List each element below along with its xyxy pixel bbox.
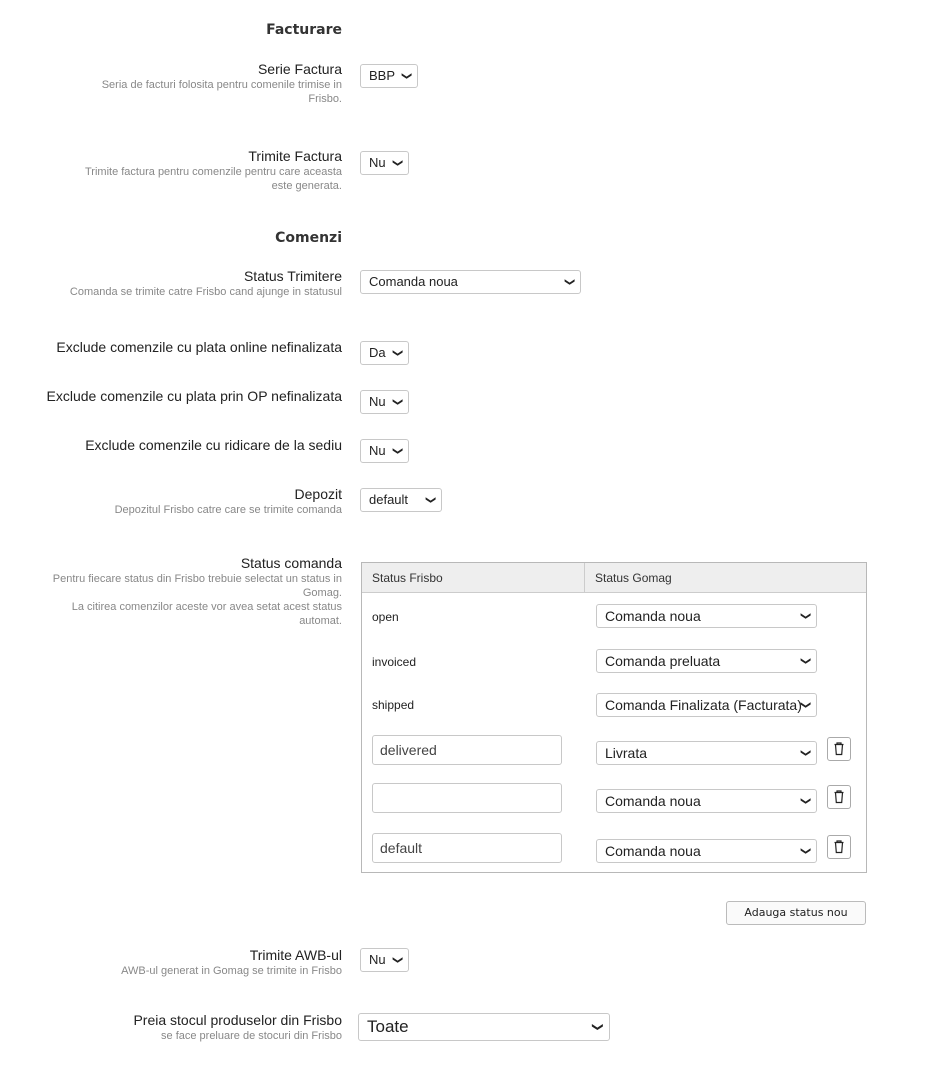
chevron-down-icon: ❯	[391, 955, 403, 965]
serie-factura-select[interactable]: BBP ❯	[360, 64, 418, 88]
status-trimitere-select[interactable]: Comanda noua ❯	[360, 270, 581, 294]
chevron-down-icon: ❯	[563, 277, 575, 287]
chevron-down-icon: ❯	[799, 611, 811, 621]
gomag-status-select[interactable]: Comanda noua ❯	[596, 604, 817, 628]
delete-row-button[interactable]	[827, 835, 851, 859]
gomag-status-select[interactable]: Comanda preluata ❯	[596, 649, 817, 673]
frisbo-status-text: open	[372, 610, 399, 624]
status-comanda-title: Status comanda	[240, 555, 342, 571]
delete-row-button[interactable]	[827, 737, 851, 761]
status-trimitere-desc: Comanda se trimite catre Frisbo cand ajunge in statusul	[69, 286, 342, 298]
status-table	[361, 562, 867, 873]
preia-stoc-title: Preia stocul produselor din Frisbo	[133, 1012, 342, 1028]
chevron-down-icon: ❯	[400, 71, 412, 81]
preia-stoc-select[interactable]: Toate ❯	[358, 1013, 610, 1041]
preia-stoc-desc: se face preluare de stocuri din Frisbo	[161, 1030, 342, 1042]
depozit-select[interactable]: default ❯	[360, 488, 442, 512]
exclude-ridicare-title: Exclude comenzile cu ridicare de la sediu	[85, 437, 342, 453]
trash-icon	[828, 738, 850, 760]
trimite-awb-title: Trimite AWB-ul	[249, 947, 342, 963]
frisbo-status-input[interactable]	[372, 783, 562, 813]
exclude-ridicare-label	[85, 437, 342, 454]
trimite-factura-select[interactable]: Nu ❯	[360, 151, 409, 175]
chevron-down-icon: ❯	[424, 495, 436, 505]
trimite-factura-title: Trimite Factura	[248, 148, 342, 164]
exclude-op-select[interactable]: Nu ❯	[360, 390, 409, 414]
frisbo-status-input[interactable]: default	[372, 833, 562, 863]
frisbo-status-input[interactable]: delivered	[372, 735, 562, 765]
chevron-down-icon: ❯	[799, 700, 811, 710]
chevron-down-icon: ❯	[591, 1022, 604, 1032]
serie-factura-desc: Seria de facturi folosita pentru comenile trimise in Frisbo.	[101, 79, 342, 105]
frisbo-status-text: shipped	[372, 698, 415, 712]
exclude-op-label	[47, 388, 342, 405]
chevron-down-icon: ❯	[799, 748, 811, 758]
depozit-title: Depozit	[294, 486, 342, 502]
trimite-awb-desc: AWB-ul generat in Gomag se trimite in Frisbo	[121, 965, 342, 977]
status-comanda-label	[32, 555, 342, 628]
exclude-online-label	[56, 339, 342, 356]
exclude-online-select[interactable]: Da ❯	[360, 341, 409, 365]
col-status-frisbo: Status Frisbo	[362, 563, 585, 593]
depozit-label	[115, 486, 342, 517]
status-trimitere-label	[70, 268, 342, 299]
chevron-down-icon: ❯	[391, 158, 403, 168]
add-status-button[interactable]: Adauga status nou	[726, 901, 866, 925]
chevron-down-icon: ❯	[799, 846, 811, 856]
preia-stoc-label	[133, 1012, 342, 1043]
gomag-status-select[interactable]: Comanda Finalizata (Facturata) ❯	[596, 693, 817, 717]
status-comanda-desc2: La citirea comenzilor aceste vor avea setat acest status automat.	[71, 601, 342, 627]
chevron-down-icon: ❯	[799, 656, 811, 666]
depozit-desc: Depozitul Frisbo catre care se trimite comanda	[114, 504, 342, 516]
trimite-awb-label	[121, 947, 342, 978]
trimite-factura-label	[42, 148, 342, 193]
chevron-down-icon: ❯	[799, 796, 811, 806]
trimite-factura-desc: Trimite factura pentru comenzile pentru care aceasta este generata.	[85, 166, 342, 192]
trash-icon	[828, 786, 850, 808]
section-title-comenzi: Comenzi	[275, 230, 342, 246]
status-comanda-desc1: Pentru fiecare status din Frisbo trebuie selectat un status in Gomag.	[52, 573, 342, 599]
frisbo-status-text: invoiced	[372, 655, 417, 669]
chevron-down-icon: ❯	[391, 446, 403, 456]
chevron-down-icon: ❯	[391, 348, 403, 358]
serie-factura-label	[42, 61, 342, 106]
gomag-status-select[interactable]: Comanda noua ❯	[596, 789, 817, 813]
exclude-online-title: Exclude comenzile cu plata online nefinalizata	[56, 339, 342, 355]
chevron-down-icon: ❯	[391, 397, 403, 407]
trimite-awb-select[interactable]: Nu ❯	[360, 948, 409, 972]
trash-icon	[828, 836, 850, 858]
gomag-status-select[interactable]: Comanda noua ❯	[596, 839, 817, 863]
serie-factura-title: Serie Factura	[257, 61, 342, 77]
exclude-op-title: Exclude comenzile cu plata prin OP nefinalizata	[46, 388, 342, 404]
status-trimitere-title: Status Trimitere	[243, 268, 342, 284]
gomag-status-select[interactable]: Livrata ❯	[596, 741, 817, 765]
exclude-ridicare-select[interactable]: Nu ❯	[360, 439, 409, 463]
col-status-gomag: Status Gomag	[585, 563, 866, 593]
section-title-facturare: Facturare	[266, 22, 342, 38]
delete-row-button[interactable]	[827, 785, 851, 809]
